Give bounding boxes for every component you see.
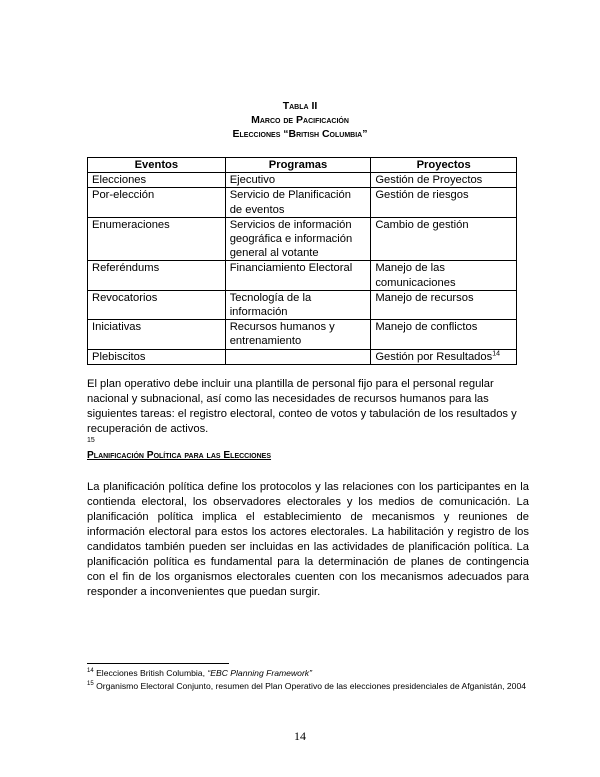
cell-evento: Por-elección [88, 188, 226, 217]
cell-proyecto [371, 349, 517, 364]
table-caption-title: Tabla II [282, 100, 318, 112]
footnote-ref-15[interactable]: 15 [87, 437, 95, 444]
cell-proyecto: Manejo de conflictos [371, 320, 517, 349]
cell-programa [225, 349, 371, 364]
cell-programa: Recursos humanos y entrenamiento [225, 320, 371, 349]
cell-programa: Financiamiento Electoral [225, 261, 371, 290]
table-row [88, 173, 517, 188]
cell-proyecto: Manejo de recursos [371, 290, 517, 319]
cell-evento: Revocatorios [88, 290, 226, 319]
cell-evento: Plebiscitos [88, 349, 226, 364]
political-planning-paragraph: La planificación política define los protocolos y las relaciones con los participantes en la contienda electoral, los observadores electorales y los medios de comunicación. La planificación política implica el establecimiento de mecanismos y reuniones de información electoral para estos los actores electorales. La habilitación y registro de los candidatos también pueden ser incluidas en las actividades de planificación política. La planificación política es fundamental para la determinación de planes de contingencia con el fin de los organismos electorales cuenten con los mecanismos adecuados para responder a inconvenientes que puedan surgir. [87, 481, 529, 598]
footnote-number: 14 [87, 668, 94, 675]
table-caption-context: Elecciones “British Columbia” [232, 128, 368, 140]
footnote-title: “EBC Planning Framework” [207, 668, 312, 678]
table-row [88, 290, 517, 319]
pacification-framework-table [87, 157, 517, 365]
cell-programa: Servicios de información geográfica e información general al votante [225, 217, 371, 261]
cell-evento: Iniciativas [88, 320, 226, 349]
table-caption-subtitle: Marco de Pacificación [251, 114, 349, 126]
operational-plan-paragraph [87, 377, 529, 445]
cell-evento: Enumeraciones [88, 217, 226, 261]
footnote-ref-14[interactable]: 14 [492, 349, 501, 357]
cell-evento: Referéndums [88, 261, 226, 290]
footnote-14 [87, 668, 529, 679]
cell-evento: Elecciones [88, 173, 226, 188]
table-row [88, 261, 517, 290]
table-row [88, 320, 517, 349]
cell-proyecto: Cambio de gestión [371, 217, 517, 261]
footnote-15 [87, 681, 529, 692]
cell-proyecto: Gestión de riesgos [371, 188, 517, 217]
cell-proyecto: Manejo de las comunicaciones [371, 261, 517, 290]
table-row [88, 188, 517, 217]
cell-programa: Ejecutivo [225, 173, 371, 188]
header-proyectos: Proyectos [371, 158, 517, 173]
footnote-number: 15 [87, 681, 94, 688]
section-heading: Planificación Política para las Elecciones [87, 450, 272, 461]
cell-proyecto: Gestión de Proyectos [371, 173, 517, 188]
header-eventos: Eventos [88, 158, 226, 173]
footnote-text: Organismo Electoral Conjunto, resumen del Plan Operativo de las elecciones presidenciales de Afganistán, 2004 [96, 681, 527, 691]
operational-plan-text: El plan operativo debe incluir una plantilla de personal fijo para el personal regular nacional y subnacional, así como las necesidades de recursos humanos para las siguientes tareas: el registro electoral, conteo de votos y tabulación de los resultados y recuperación de activos. [87, 378, 517, 435]
cell-proyecto-text: Gestión por Resultados [375, 350, 493, 363]
cell-programa: Tecnología de la información [225, 290, 371, 319]
page-number: 14 [294, 729, 306, 743]
table-row [88, 217, 517, 261]
table-row [88, 349, 517, 364]
cell-programa: Servicio de Planificación de eventos [225, 188, 371, 217]
footnote-separator [87, 663, 229, 664]
header-programas: Programas [225, 158, 371, 173]
footnote-text: Elecciones British Columbia, [96, 668, 208, 678]
table-header-row [88, 158, 517, 173]
